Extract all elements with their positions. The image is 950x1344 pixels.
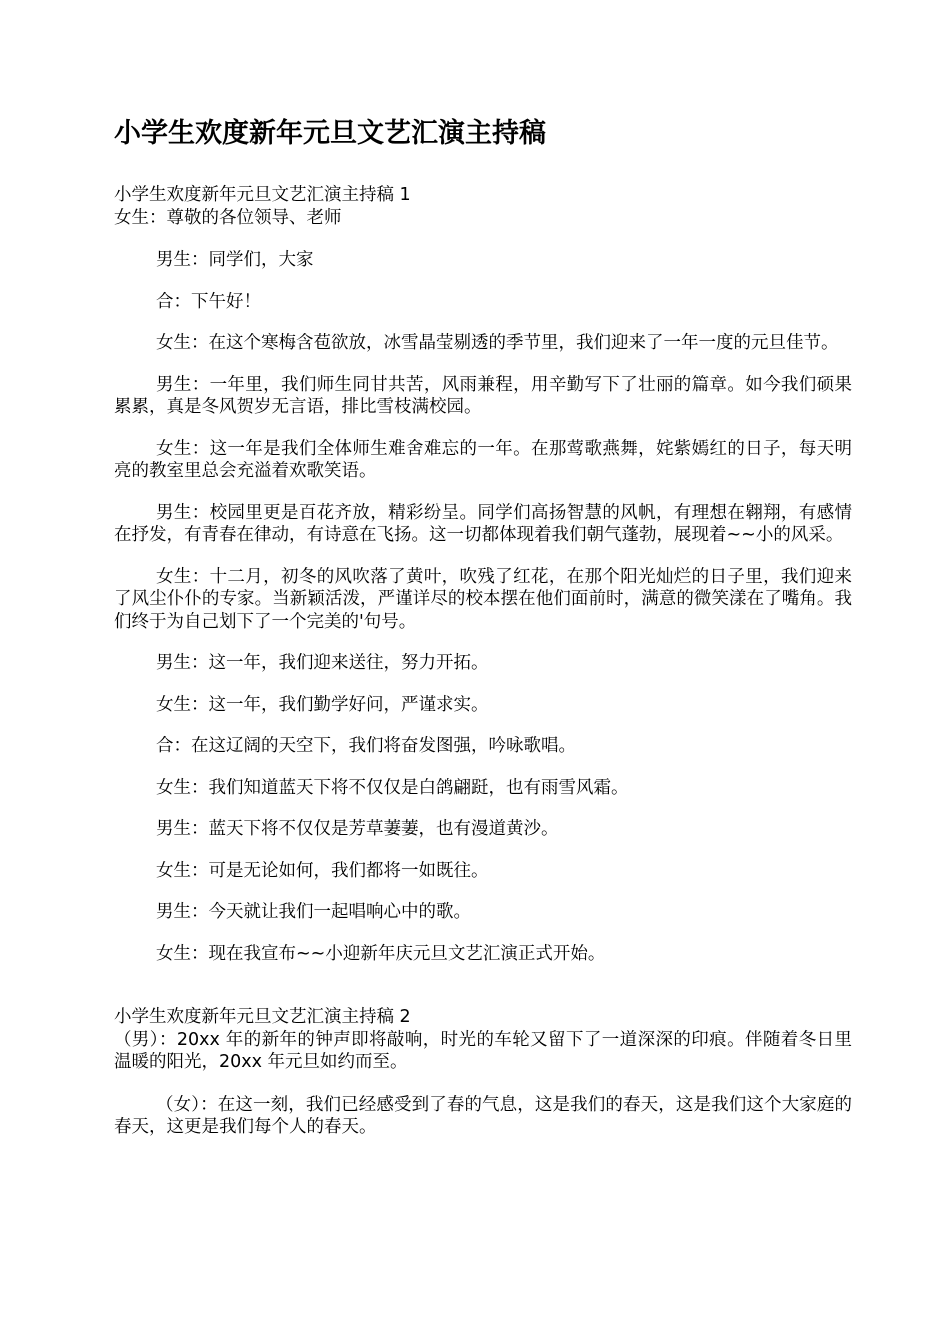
paragraph: （女）：在这一刻，我们已经感受到了春的气息，这是我们的春天，这是我们这个大家庭的春天，这更是我们每个人的春天。 <box>114 1094 852 1137</box>
section-2 <box>114 1006 852 1139</box>
paragraph: 女生：可是无论如何，我们都将一如既往。 <box>156 860 489 881</box>
paragraph: 女生：这一年是我们全体师生难舍难忘的一年。在那莺歌燕舞，姹紫嫣红的日子，每天明亮的教室里总会充溢着欢歌笑语。 <box>114 438 852 481</box>
document-page <box>114 112 852 1158</box>
paragraph: 男生：今天就让我们一起唱响心中的歌。 <box>156 902 471 922</box>
paragraph: 男生：同学们，大家 <box>156 250 314 270</box>
section-heading: 小学生欢度新年元旦文艺汇演主持稿 2 <box>114 1007 411 1027</box>
paragraph: （男）：20xx 年的新年的钟声即将敲响，时光的车轮又留下了一道深深的印痕。伴随着冬日里温暖的阳光，20xx 年元旦如约而至。 <box>114 1029 852 1072</box>
paragraph: 女生：十二月，初冬的风吹落了黄叶，吹残了红花，在那个阳光灿烂的日子里，我们迎来了风尘仆仆的专家。当新颖活泼，严谨详尽的校本摆在他们面前时，满意的微笑漾在了嘴角。我们终于为自己划下了一个完美的'句号。 <box>114 566 852 632</box>
paragraph: 合：下午好！ <box>156 291 261 312</box>
paragraph: 男生：一年里，我们师生同甘共苦，风雨兼程，用辛勤写下了壮丽的篇章。如今我们硕果累累，真是冬风贺岁无言语，排比雪枝满校园。 <box>114 374 852 417</box>
paragraph: 女生：现在我宣布~~小迎新年庆元旦文艺汇演正式开始。 <box>156 943 606 964</box>
section-spacer <box>114 984 852 1006</box>
paragraph: 男生：这一年，我们迎来送往，努力开拓。 <box>156 653 489 673</box>
paragraph: 男生：蓝天下将不仅仅是芳草萋萋，也有漫道黄沙。 <box>156 819 559 839</box>
paragraph: 女生：我们知道蓝天下将不仅仅是白鸽翩跹，也有雨雪风霜。 <box>156 777 629 798</box>
paragraph: 合：在这辽阔的天空下，我们将奋发图强，吟咏歌唱。 <box>156 736 576 756</box>
paragraph: 女生：这一年，我们勤学好问，严谨求实。 <box>156 694 489 715</box>
paragraph: 女生：在这个寒梅含苞欲放，冰雪晶莹剔透的季节里，我们迎来了一年一度的元旦佳节。 <box>156 333 839 353</box>
section-1 <box>114 184 852 965</box>
paragraph: 女生：尊敬的各位领导、老师 <box>114 207 342 228</box>
document-title: 小学生欢度新年元旦文艺汇演主持稿 <box>114 118 546 149</box>
paragraph: 男生：校园里更是百花齐放，精彩纷呈。同学们高扬智慧的风帆，有理想在翱翔，有感情在抒发，有青春在律动，有诗意在飞扬。这一切都体现着我们朝气蓬勃，展现着~~小的风采。 <box>114 502 852 545</box>
section-heading: 小学生欢度新年元旦文艺汇演主持稿 1 <box>114 185 411 205</box>
